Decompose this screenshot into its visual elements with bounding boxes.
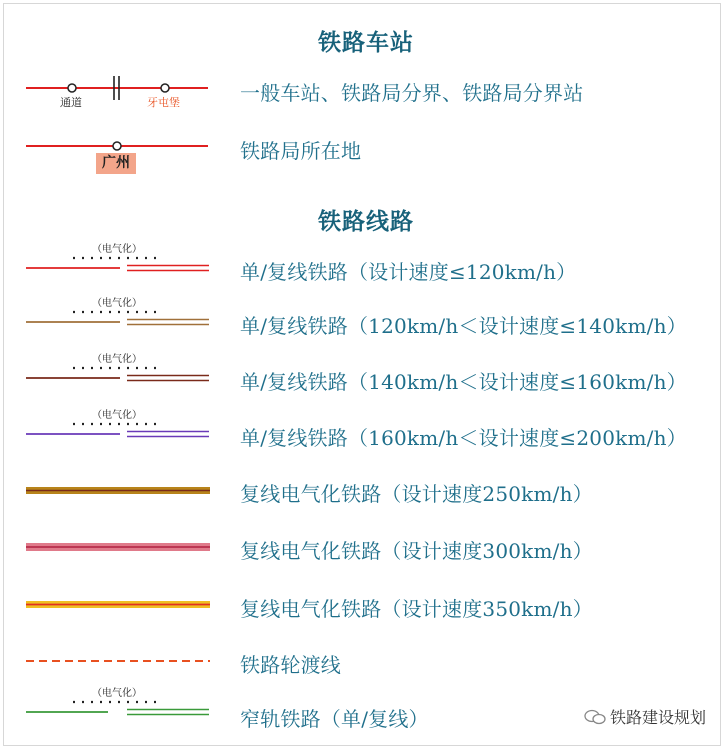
- legend-label-bureau: 铁路局所在地: [240, 139, 362, 163]
- wechat-icon: [584, 709, 606, 725]
- bureau-city-badge: 广州: [96, 153, 136, 174]
- station-name-left: 通道: [60, 96, 82, 109]
- legend-label-160: 单/复线铁路（140km/h＜设计速度≤160km/h）: [240, 370, 687, 394]
- heading-stations: 铁路车站: [318, 30, 414, 56]
- electrified-tag: （电气化）: [92, 244, 142, 255]
- legend-label-200: 单/复线铁路（160km/h＜设计速度≤200km/h）: [240, 426, 687, 450]
- electrified-tag: （电气化）: [92, 688, 142, 699]
- station-name-right: 牙屯堡: [147, 96, 180, 109]
- line-symbol-300: [26, 543, 210, 551]
- legend-label-300: 复线电气化铁路（设计速度300km/h）: [240, 539, 593, 563]
- watermark: [584, 705, 706, 728]
- line-symbol-140: [26, 312, 209, 325]
- station-symbol: [26, 76, 208, 100]
- heading-lines: 铁路线路: [318, 209, 414, 235]
- legend-label-140: 单/复线铁路（120km/h＜设计速度≤140km/h）: [240, 314, 687, 338]
- line-symbol-350: [26, 601, 210, 608]
- watermark-text: 铁路建设规划: [609, 708, 706, 727]
- legend-label-250: 复线电气化铁路（设计速度250km/h）: [240, 482, 593, 506]
- electrified-tag: （电气化）: [92, 298, 142, 309]
- legend-label-120: 单/复线铁路（设计速度≤120km/h）: [240, 260, 577, 284]
- legend-label-350: 复线电气化铁路（设计速度350km/h）: [240, 597, 593, 621]
- electrified-tag: （电气化）: [92, 354, 142, 365]
- legend-label-ferry: 铁路轮渡线: [240, 653, 341, 677]
- line-symbol-200: [26, 424, 209, 437]
- bureau-symbol: [26, 142, 208, 150]
- electrified-tag: （电气化）: [92, 410, 142, 421]
- line-symbol-narrow: [26, 702, 209, 715]
- legend-label-narrow: 窄轨铁路（单/复线）: [240, 707, 429, 731]
- legend-label-station: 一般车站、铁路局分界、铁路局分界站: [240, 81, 584, 105]
- line-symbol-120: [26, 258, 209, 271]
- line-symbol-160: [26, 368, 209, 381]
- line-symbol-250: [26, 487, 210, 494]
